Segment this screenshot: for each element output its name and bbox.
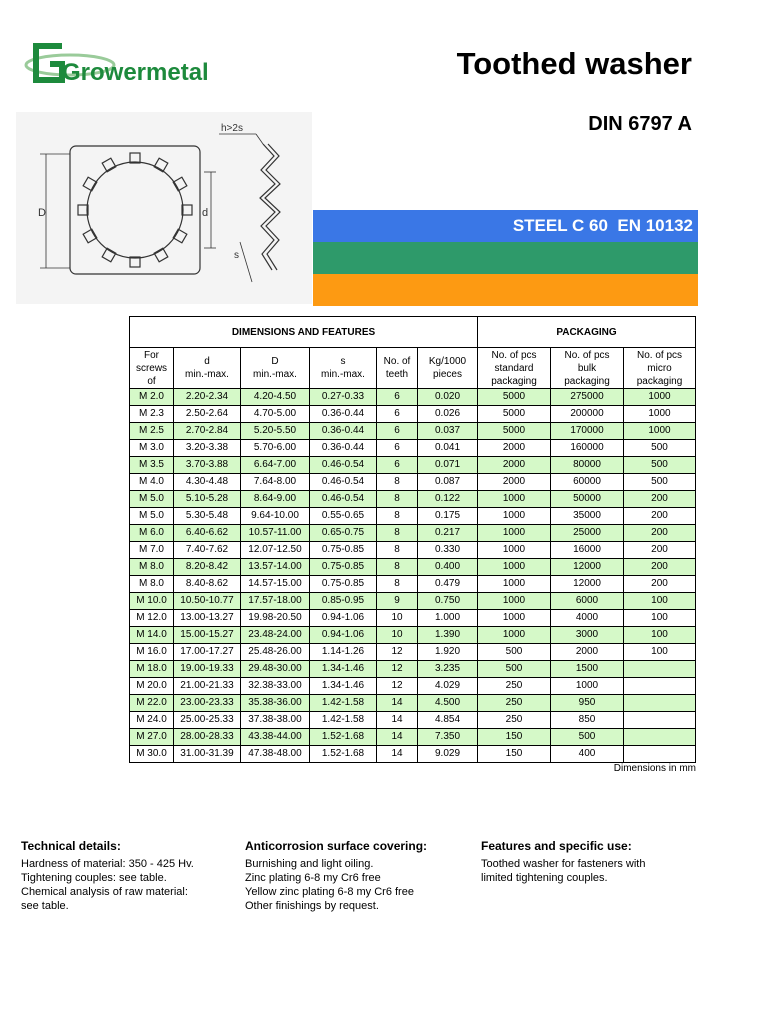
label-s: s <box>234 250 239 261</box>
table-cell: 3.235 <box>418 661 478 678</box>
column-header: d min.-max. <box>174 348 241 389</box>
table-row <box>130 644 696 661</box>
table-cell: 1000 <box>624 423 696 440</box>
standard-code: DIN 6797 A <box>588 113 692 135</box>
table-cell <box>624 712 696 729</box>
table-cell: 0.026 <box>418 406 478 423</box>
label-d: d <box>202 207 209 219</box>
table-cell: 0.94-1.06 <box>310 610 377 627</box>
table-cell: M 12.0 <box>130 610 174 627</box>
table-cell: 2.20-2.34 <box>174 389 241 406</box>
table-cell: 17.57-18.00 <box>241 593 310 610</box>
table-cell: 43.38-44.00 <box>241 729 310 746</box>
table-cell <box>624 661 696 678</box>
table-cell: 12 <box>377 678 418 695</box>
table-cell: 1.42-1.58 <box>310 712 377 729</box>
table-cell: 3000 <box>551 627 624 644</box>
table-cell: 200 <box>624 491 696 508</box>
table-row <box>130 474 696 491</box>
table-cell: 950 <box>551 695 624 712</box>
table-cell: 60000 <box>551 474 624 491</box>
table-cell: M 8.0 <box>130 559 174 576</box>
spec-table <box>129 316 696 763</box>
table-cell: 2.50-2.64 <box>174 406 241 423</box>
features-line: Toothed washer for fasteners with <box>481 858 646 870</box>
table-cell <box>624 729 696 746</box>
table-cell: M 24.0 <box>130 712 174 729</box>
table-cell: 1.34-1.46 <box>310 678 377 695</box>
table-cell: 1500 <box>551 661 624 678</box>
table-cell: 1.52-1.68 <box>310 746 377 763</box>
table-cell: M 8.0 <box>130 576 174 593</box>
table-cell: 100 <box>624 644 696 661</box>
table-cell: 14 <box>377 712 418 729</box>
growermetal-logo <box>22 40 240 88</box>
table-row <box>130 610 696 627</box>
table-cell: 0.75-0.85 <box>310 559 377 576</box>
table-cell: 17.00-17.27 <box>174 644 241 661</box>
table-row <box>130 559 696 576</box>
table-cell: 4.029 <box>418 678 478 695</box>
table-cell: 16000 <box>551 542 624 559</box>
table-cell: 0.27-0.33 <box>310 389 377 406</box>
table-cell: 0.217 <box>418 525 478 542</box>
table-cell: 5.70-6.00 <box>241 440 310 457</box>
table-cell: 150 <box>478 746 551 763</box>
table-cell: 5.20-5.50 <box>241 423 310 440</box>
table-cell: 8 <box>377 559 418 576</box>
table-cell: 200 <box>624 542 696 559</box>
table-cell: 500 <box>624 474 696 491</box>
table-cell: 250 <box>478 712 551 729</box>
table-cell: 2000 <box>551 644 624 661</box>
table-cell: M 5.0 <box>130 508 174 525</box>
table-cell: 10 <box>377 610 418 627</box>
table-cell: 0.65-0.75 <box>310 525 377 542</box>
table-cell: 2.70-2.84 <box>174 423 241 440</box>
table-cell: M 30.0 <box>130 746 174 763</box>
table-cell: 1000 <box>478 627 551 644</box>
label-h: h>2s <box>221 123 243 134</box>
table-cell: 0.46-0.54 <box>310 491 377 508</box>
table-cell: 1000 <box>624 389 696 406</box>
table-cell: 4.854 <box>418 712 478 729</box>
table-cell: 37.38-38.00 <box>241 712 310 729</box>
table-cell: 850 <box>551 712 624 729</box>
table-cell: 8 <box>377 525 418 542</box>
table-cell: 14 <box>377 695 418 712</box>
table-cell: 6.64-7.00 <box>241 457 310 474</box>
anticorrosion-line: Zinc plating 6-8 my Cr6 free <box>245 872 381 884</box>
table-cell: 35000 <box>551 508 624 525</box>
table-cell: 2000 <box>478 474 551 491</box>
table-cell: 500 <box>624 457 696 474</box>
table-cell: 1000 <box>478 491 551 508</box>
anticorrosion-line: Other finishings by request. <box>245 900 379 912</box>
table-cell: 14 <box>377 729 418 746</box>
table-cell: 8 <box>377 542 418 559</box>
table-cell: 9 <box>377 593 418 610</box>
table-cell: 23.48-24.00 <box>241 627 310 644</box>
table-cell: 4.70-5.00 <box>241 406 310 423</box>
column-header: Kg/1000 pieces <box>418 348 478 389</box>
table-cell: 1000 <box>551 678 624 695</box>
table-row <box>130 576 696 593</box>
table-cell: 80000 <box>551 457 624 474</box>
anticorrosion-covering <box>245 839 470 913</box>
table-cell: 28.00-28.33 <box>174 729 241 746</box>
table-cell: 12000 <box>551 576 624 593</box>
column-header: No. of pcs bulk packaging <box>551 348 624 389</box>
table-cell: 4.20-4.50 <box>241 389 310 406</box>
table-cell: 0.400 <box>418 559 478 576</box>
table-cell: 14.57-15.00 <box>241 576 310 593</box>
table-cell: 0.037 <box>418 423 478 440</box>
material-bands <box>313 210 698 306</box>
table-cell: 13.00-13.27 <box>174 610 241 627</box>
table-cell: M 3.5 <box>130 457 174 474</box>
table-cell: M 3.0 <box>130 440 174 457</box>
table-row <box>130 491 696 508</box>
table-cell: 500 <box>551 729 624 746</box>
column-header: D min.-max. <box>241 348 310 389</box>
table-cell: 47.38-48.00 <box>241 746 310 763</box>
table-cell: 0.330 <box>418 542 478 559</box>
table-cell: 6 <box>377 440 418 457</box>
features-line: limited tightening couples. <box>481 872 608 884</box>
table-cell: 6 <box>377 457 418 474</box>
table-cell: 10 <box>377 627 418 644</box>
table-cell: 5000 <box>478 406 551 423</box>
table-cell: 14 <box>377 746 418 763</box>
table-cell: 32.38-33.00 <box>241 678 310 695</box>
table-cell: M 7.0 <box>130 542 174 559</box>
table-row <box>130 746 696 763</box>
table-cell: 1000 <box>478 559 551 576</box>
orange-band <box>313 274 698 306</box>
table-cell: 35.38-36.00 <box>241 695 310 712</box>
table-cell: 8 <box>377 508 418 525</box>
table-cell: 200000 <box>551 406 624 423</box>
table-cell: 500 <box>478 644 551 661</box>
column-header: No. of pcs standard packaging <box>478 348 551 389</box>
table-cell: 31.00-31.39 <box>174 746 241 763</box>
table-cell: 1000 <box>478 593 551 610</box>
table-row <box>130 712 696 729</box>
table-cell: M 14.0 <box>130 627 174 644</box>
technical-drawing <box>16 112 312 304</box>
table-cell: 2000 <box>478 440 551 457</box>
table-cell: 0.85-0.95 <box>310 593 377 610</box>
table-cell: 0.750 <box>418 593 478 610</box>
table-row <box>130 729 696 746</box>
table-cell: 29.48-30.00 <box>241 661 310 678</box>
table-cell: 0.479 <box>418 576 478 593</box>
features-heading: Features and specific use: <box>481 839 632 853</box>
table-cell: 1.920 <box>418 644 478 661</box>
table-cell: 8 <box>377 491 418 508</box>
table-cell: 1000 <box>478 576 551 593</box>
table-cell: 8 <box>377 576 418 593</box>
table-cell: 1000 <box>478 610 551 627</box>
table-row <box>130 440 696 457</box>
table-cell: 100 <box>624 593 696 610</box>
table-cell: 0.041 <box>418 440 478 457</box>
table-cell: 0.087 <box>418 474 478 491</box>
table-cell: 150 <box>478 729 551 746</box>
logo-text: Growermetal <box>62 59 209 86</box>
table-cell: 1000 <box>478 508 551 525</box>
table-cell: 7.40-7.62 <box>174 542 241 559</box>
column-header: For screws of <box>130 348 174 389</box>
table-row <box>130 389 696 406</box>
table-row <box>130 423 696 440</box>
table-cell <box>624 678 696 695</box>
table-row <box>130 457 696 474</box>
table-cell: 160000 <box>551 440 624 457</box>
table-cell: 6 <box>377 406 418 423</box>
technical-details <box>21 839 236 913</box>
table-cell: 5000 <box>478 389 551 406</box>
table-cell: 250 <box>478 678 551 695</box>
column-header: s min.-max. <box>310 348 377 389</box>
table-cell: 4.30-4.48 <box>174 474 241 491</box>
table-cell: 1.34-1.46 <box>310 661 377 678</box>
technical-line: Chemical analysis of raw material: <box>21 886 188 898</box>
table-cell: 1.52-1.68 <box>310 729 377 746</box>
table-cell: 200 <box>624 525 696 542</box>
table-cell: 9.64-10.00 <box>241 508 310 525</box>
table-cell: 8 <box>377 474 418 491</box>
table-cell: 0.36-0.44 <box>310 440 377 457</box>
column-header: No. of pcs micro packaging <box>624 348 696 389</box>
table-cell: 2000 <box>478 457 551 474</box>
table-row <box>130 542 696 559</box>
table-cell: 0.75-0.85 <box>310 576 377 593</box>
table-cell: M 2.5 <box>130 423 174 440</box>
table-cell: M 22.0 <box>130 695 174 712</box>
table-cell: 0.175 <box>418 508 478 525</box>
table-cell: M 5.0 <box>130 491 174 508</box>
table-cell: 25.48-26.00 <box>241 644 310 661</box>
anticorrosion-line: Yellow zinc plating 6-8 my Cr6 free <box>245 886 414 898</box>
table-cell: 0.36-0.44 <box>310 423 377 440</box>
table-cell: 1.000 <box>418 610 478 627</box>
table-cell: 0.75-0.85 <box>310 542 377 559</box>
table-cell: 100 <box>624 627 696 644</box>
table-cell: 0.122 <box>418 491 478 508</box>
table-cell: M 4.0 <box>130 474 174 491</box>
table-cell: 8.20-8.42 <box>174 559 241 576</box>
table-cell: 200 <box>624 559 696 576</box>
table-cell: 1000 <box>624 406 696 423</box>
table-cell: 25.00-25.33 <box>174 712 241 729</box>
table-cell: 12.07-12.50 <box>241 542 310 559</box>
material-label: STEEL C 60 EN 10132 <box>313 210 698 242</box>
table-cell: 1000 <box>478 525 551 542</box>
table-cell: 6000 <box>551 593 624 610</box>
group-header-dimensions: DIMENSIONS AND FEATURES <box>130 317 478 348</box>
table-cell: 100 <box>624 610 696 627</box>
table-cell: M 2.3 <box>130 406 174 423</box>
table-cell <box>624 746 696 763</box>
table-cell: 15.00-15.27 <box>174 627 241 644</box>
table-cell: M 20.0 <box>130 678 174 695</box>
table-cell: 0.071 <box>418 457 478 474</box>
table-row <box>130 695 696 712</box>
table-cell: 0.020 <box>418 389 478 406</box>
table-row <box>130 661 696 678</box>
table-cell: 7.350 <box>418 729 478 746</box>
table-cell <box>624 695 696 712</box>
table-cell: 275000 <box>551 389 624 406</box>
table-row <box>130 508 696 525</box>
table-row <box>130 593 696 610</box>
table-cell: 6 <box>377 389 418 406</box>
table-cell: 25000 <box>551 525 624 542</box>
technical-line: see table. <box>21 900 69 912</box>
table-cell: 250 <box>478 695 551 712</box>
table-cell: M 2.0 <box>130 389 174 406</box>
table-cell: 19.98-20.50 <box>241 610 310 627</box>
page-title: Toothed washer <box>456 46 692 81</box>
table-cell: 0.94-1.06 <box>310 627 377 644</box>
table-cell: 3.20-3.38 <box>174 440 241 457</box>
table-cell: 1000 <box>478 542 551 559</box>
table-cell: 500 <box>478 661 551 678</box>
table-cell: 9.029 <box>418 746 478 763</box>
table-cell: 0.46-0.54 <box>310 474 377 491</box>
table-cell: 0.36-0.44 <box>310 406 377 423</box>
table-row <box>130 627 696 644</box>
table-cell: 5000 <box>478 423 551 440</box>
table-cell: 23.00-23.33 <box>174 695 241 712</box>
table-cell: 1.14-1.26 <box>310 644 377 661</box>
table-cell: 200 <box>624 576 696 593</box>
table-cell: M 6.0 <box>130 525 174 542</box>
table-cell: 13.57-14.00 <box>241 559 310 576</box>
table-cell: 8.40-8.62 <box>174 576 241 593</box>
technical-heading: Technical details: <box>21 839 121 853</box>
table-cell: M 16.0 <box>130 644 174 661</box>
table-cell: 12000 <box>551 559 624 576</box>
table-cell: 5.30-5.48 <box>174 508 241 525</box>
table-cell: M 18.0 <box>130 661 174 678</box>
table-cell: 21.00-21.33 <box>174 678 241 695</box>
table-cell: 7.64-8.00 <box>241 474 310 491</box>
table-cell: M 27.0 <box>130 729 174 746</box>
group-header-packaging: PACKAGING <box>478 317 696 348</box>
washer-side-view <box>219 134 280 282</box>
table-cell: 500 <box>624 440 696 457</box>
washer-front-view <box>70 146 200 274</box>
table-row <box>130 525 696 542</box>
table-cell: 19.00-19.33 <box>174 661 241 678</box>
table-cell: 6.40-6.62 <box>174 525 241 542</box>
table-cell: M 10.0 <box>130 593 174 610</box>
table-cell: 200 <box>624 508 696 525</box>
table-cell: 10.50-10.77 <box>174 593 241 610</box>
table-cell: 170000 <box>551 423 624 440</box>
table-cell: 12 <box>377 644 418 661</box>
anticorrosion-heading: Anticorrosion surface covering: <box>245 839 428 853</box>
table-cell: 12 <box>377 661 418 678</box>
table-cell: 1.390 <box>418 627 478 644</box>
technical-line: Tightening couples: see table. <box>21 872 167 884</box>
table-cell: 6 <box>377 423 418 440</box>
table-cell: 10.57-11.00 <box>241 525 310 542</box>
table-row <box>130 406 696 423</box>
table-cell: 1.42-1.58 <box>310 695 377 712</box>
technical-line: Hardness of material: 350 - 425 Hv. <box>21 858 194 870</box>
table-row <box>130 678 696 695</box>
green-band <box>313 242 698 274</box>
table-cell: 8.64-9.00 <box>241 491 310 508</box>
units-note: Dimensions in mm <box>613 763 696 774</box>
table-cell: 50000 <box>551 491 624 508</box>
table-cell: 5.10-5.28 <box>174 491 241 508</box>
table-cell: 0.46-0.54 <box>310 457 377 474</box>
column-header: No. of teeth <box>377 348 418 389</box>
table-cell: 3.70-3.88 <box>174 457 241 474</box>
table-cell: 4000 <box>551 610 624 627</box>
table-cell: 4.500 <box>418 695 478 712</box>
dimension-lines <box>40 154 216 268</box>
table-cell: 0.55-0.65 <box>310 508 377 525</box>
anticorrosion-line: Burnishing and light oiling. <box>245 858 374 870</box>
label-D: D <box>38 207 46 219</box>
features-use <box>481 839 711 885</box>
table-cell: 400 <box>551 746 624 763</box>
